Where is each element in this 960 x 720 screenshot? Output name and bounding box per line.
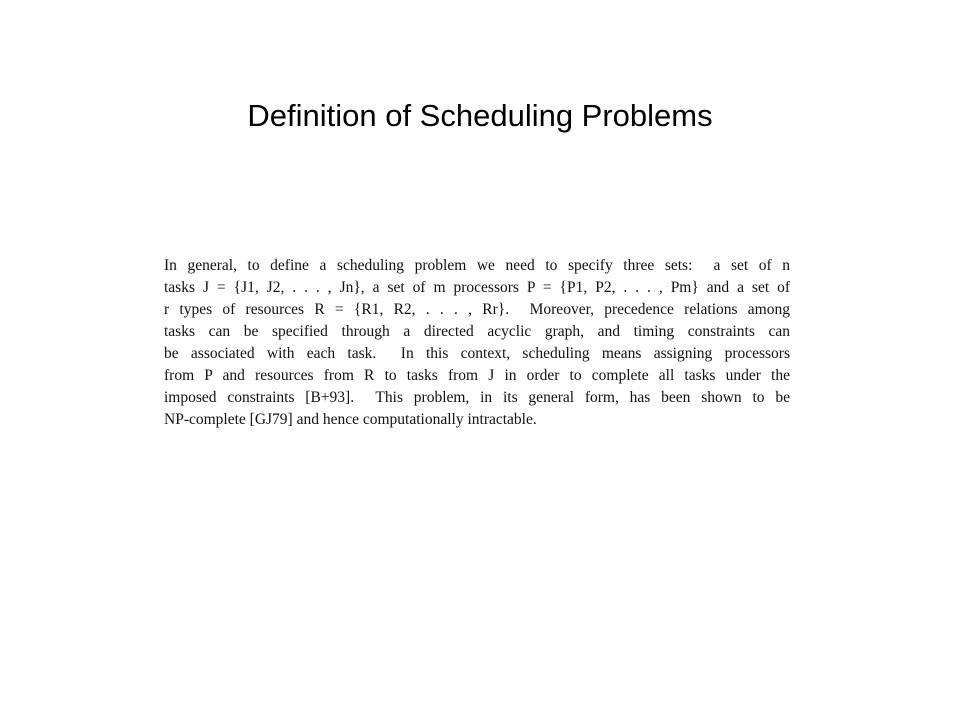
excerpt-line: be associated with each task. In this context, scheduling means assigning processors [164,345,790,362]
excerpt-line: In general, to define a scheduling problem we need to specify three sets: a set of n [164,257,790,274]
scanned-text-excerpt [164,255,804,455]
slide-title: Definition of Scheduling Problems [247,98,713,133]
excerpt-line: from P and resources from R to tasks from J in order to complete all tasks under the [164,367,790,384]
excerpt-line: r types of resources R = {R1, R2, . . . , Rr}. Moreover, precedence relations among [164,301,790,318]
excerpt-line: tasks J = {J1, J2, . . . , Jn}, a set of m processors P = {P1, P2, . . . , Pm} and a set of [164,279,790,296]
excerpt-line: imposed constraints [B+93]. This problem, in its general form, has been shown to be [164,389,790,406]
excerpt-line: tasks can be specified through a directed acyclic graph, and timing constraints can [164,323,790,340]
excerpt-line: NP-complete [GJ79] and hence computationally intractable. [164,411,537,428]
